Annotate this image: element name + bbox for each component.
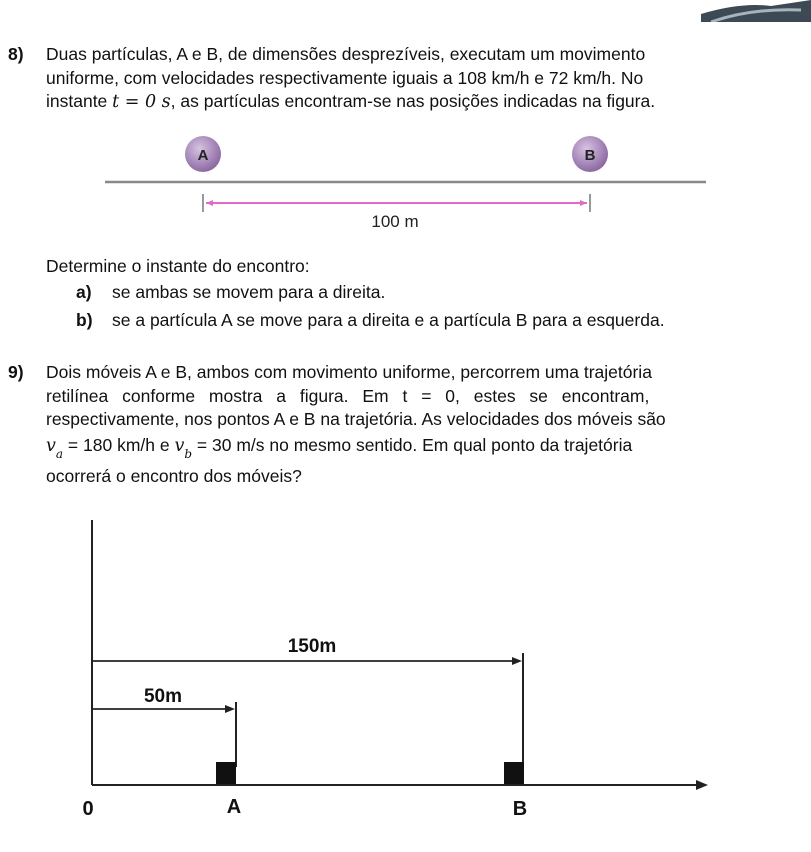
particle-b-label: B — [584, 147, 596, 164]
question-9-line-4: $v_a = 180$ km/h e $v_b = 30$ m/s no mesmo sentido. Em qual ponto da trajetória — [46, 434, 633, 461]
question-9-line-1: Dois móveis A e B, ambos com movimento uniforme, percorrem uma trajetória — [46, 362, 652, 382]
corner-decoration — [701, 0, 811, 22]
question-8-number: 8) — [8, 44, 24, 64]
distance-b-label: 150m — [287, 636, 337, 657]
question-8-line-1: Duas partículas, A e B, de dimensões desprezíveis, executam um movimento — [46, 44, 646, 64]
question-9-line-5: ocorrerá o encontro dos móveis? — [46, 466, 302, 486]
origin-label: 0 — [82, 798, 94, 820]
item-b-text: se a partícula A se move para a direita e a partícula B para a esquerda. — [112, 309, 665, 330]
item-b — [46, 309, 665, 333]
item-b-label: b) — [76, 309, 93, 330]
item-a — [46, 281, 665, 305]
distance-label: 100 m — [371, 212, 419, 231]
particle-a-label: A — [197, 147, 209, 164]
question-9-line-3: respectivamente, nos pontos A e B na trajetória. As velocidades dos móveis são — [46, 409, 666, 429]
question-8-line-3: instante t = 0 s, as partículas encontram-se nas posições indicadas na figura. — [46, 91, 656, 112]
trajectory-arrow-head — [696, 780, 708, 790]
arrow-head-right — [580, 200, 587, 206]
item-a-label: a) — [76, 282, 92, 302]
figure-q8 — [0, 136, 811, 236]
arrow-head-left — [206, 200, 213, 206]
figure-q9 — [0, 515, 811, 835]
question-8-items — [46, 281, 665, 332]
time-expression: t = 0 s — [112, 92, 171, 112]
item-a-text: se ambas se movem para a direita. — [112, 282, 386, 302]
point-b-label: B — [512, 798, 528, 820]
distance-a-label: 50m — [143, 686, 183, 707]
question-8-line-2: uniforme, com velocidades respectivamente iguais a 108 km/h e 72 km/h. No — [46, 67, 644, 88]
question-8-prompt-block — [46, 255, 310, 279]
question-9-number: 9) — [8, 362, 24, 382]
question-9 — [8, 361, 798, 489]
question-8-prompt: Determine o instante do encontro: — [46, 256, 310, 276]
question-9-line-2: retilínea conforme mostra a figura. Em t = 0, estes se encontram, — [46, 385, 650, 406]
mobile-b-block — [504, 762, 524, 784]
question-8 — [8, 43, 798, 115]
point-a-label: A — [226, 796, 242, 818]
mobile-a-block — [216, 762, 236, 784]
